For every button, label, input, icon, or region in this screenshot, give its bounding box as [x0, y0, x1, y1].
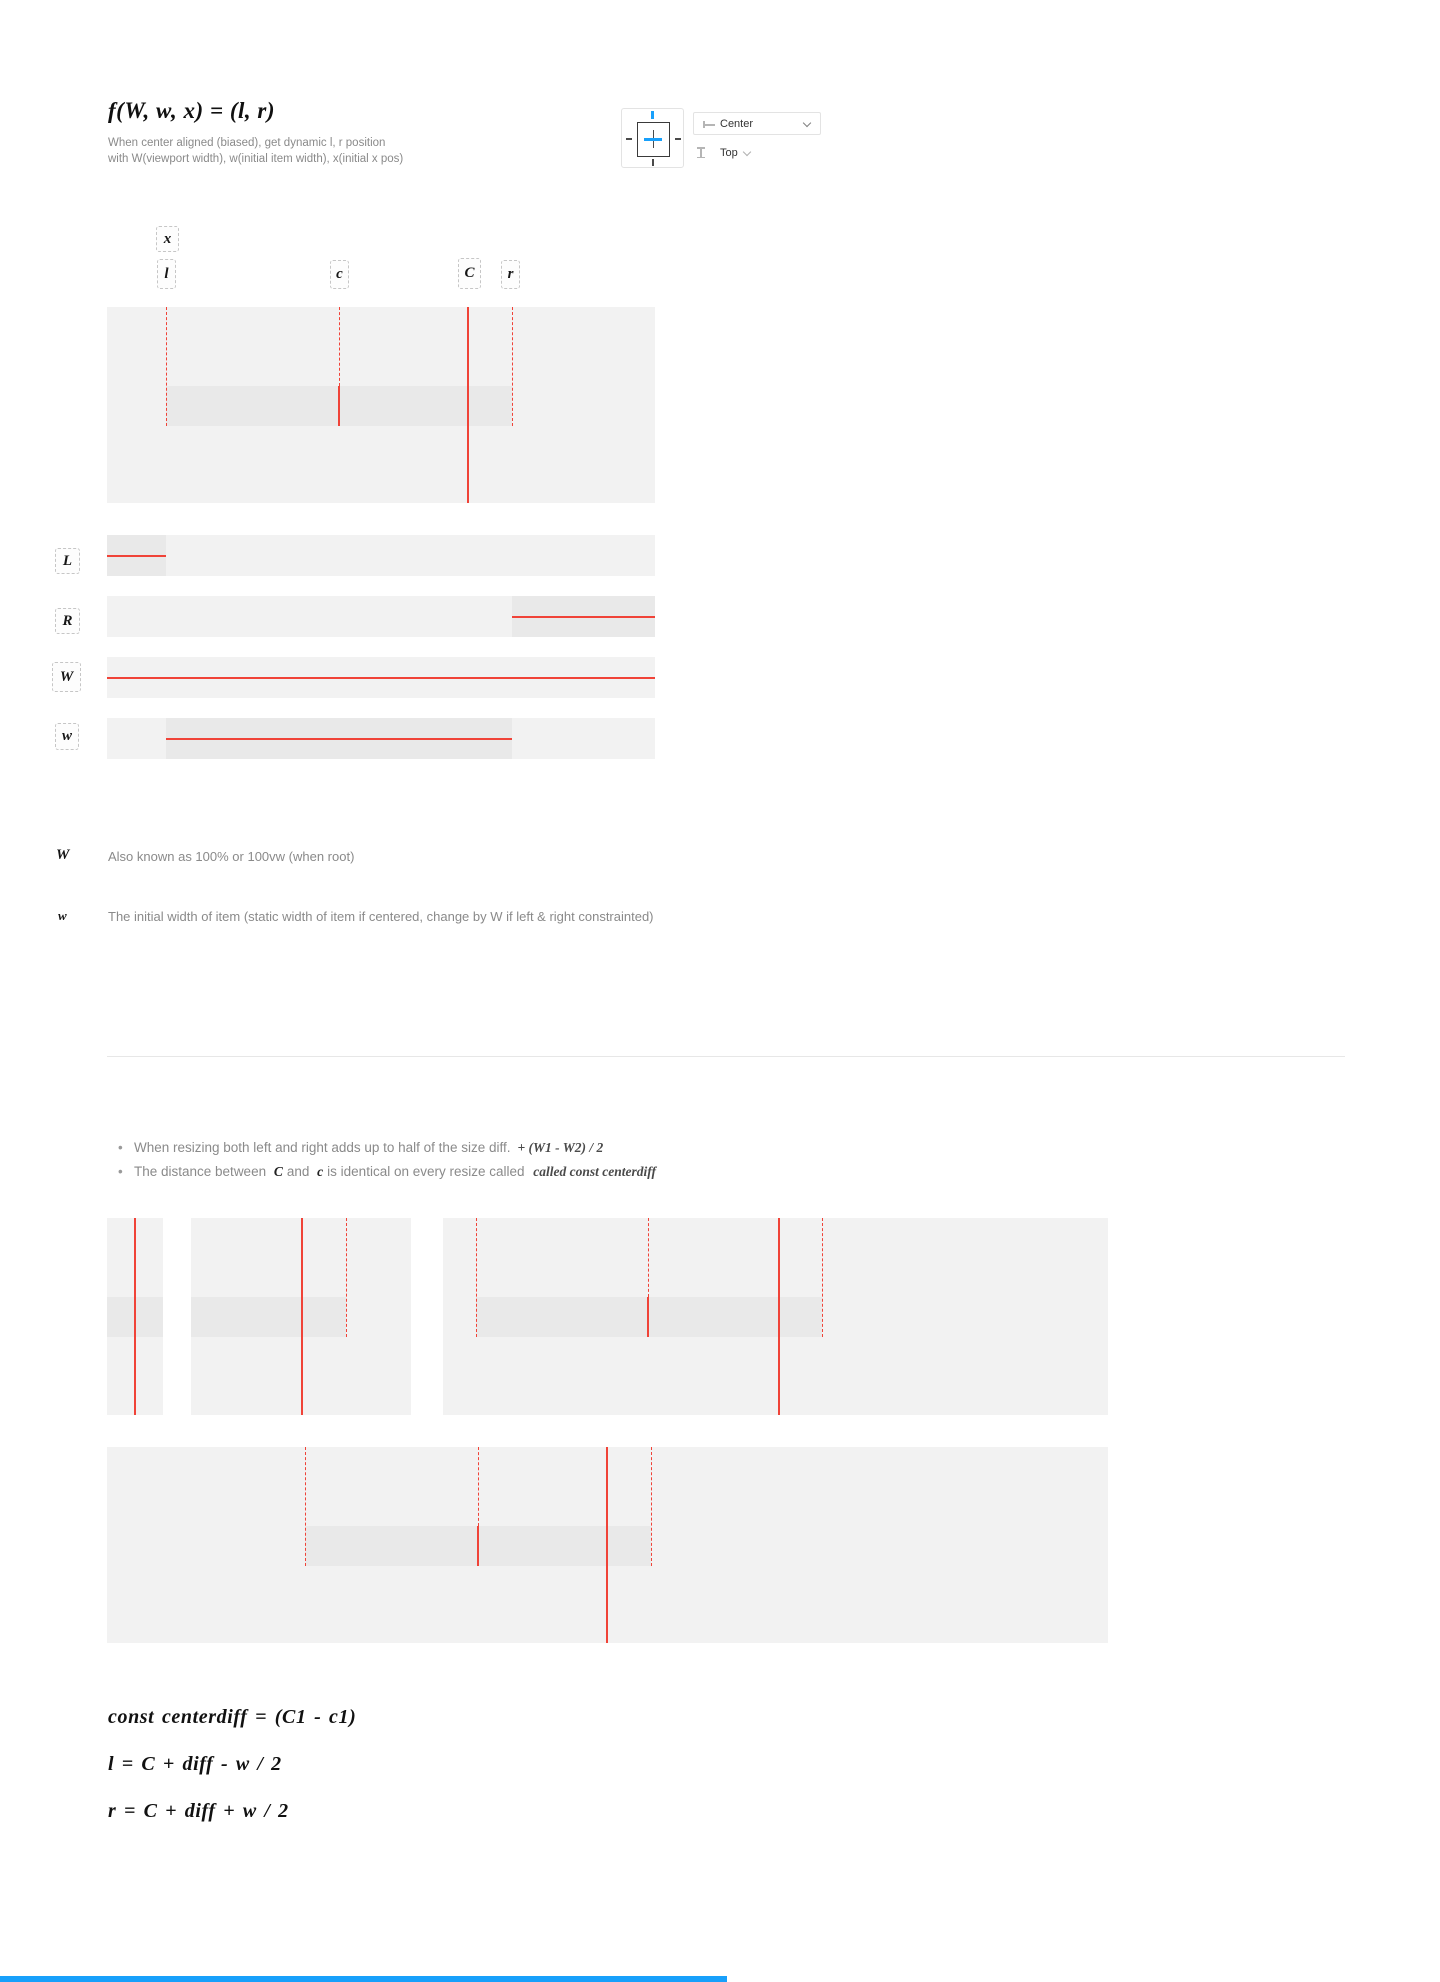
- bottom-constraint-tick: [652, 159, 654, 166]
- c-center-line: [338, 386, 340, 426]
- L-measure-line: [107, 555, 166, 557]
- label-x: x: [156, 226, 179, 252]
- C-center-line: [467, 307, 469, 503]
- label-R: R: [55, 608, 80, 634]
- right-constraint-tick: [675, 138, 681, 140]
- horizontal-constraint-value: Center: [720, 117, 754, 130]
- c-guide-line: [648, 1218, 649, 1297]
- glossary-term-w: w: [58, 908, 67, 923]
- formula-r: r = C + diff + w / 2: [108, 1800, 289, 1822]
- horizontal-constraint-select[interactable]: [693, 112, 821, 135]
- formula-centerdiff: const centerdiff = (C1 - c1): [108, 1706, 357, 1728]
- c-guide-line: [339, 307, 340, 386]
- glossary-def-W: Also known as 100% or 100vw (when root): [108, 849, 355, 864]
- c-guide-line: [478, 1447, 479, 1526]
- vertical-constraint-value: Top: [720, 147, 738, 159]
- bullet-centerdiff-note: • The distance between C and c is identical on every resize called called const centerdiff: [118, 1164, 657, 1179]
- c-center-line: [477, 1526, 479, 1566]
- R-measure-line: [512, 616, 655, 618]
- l-guide-line: [166, 307, 167, 426]
- vertical-constraint-select[interactable]: [695, 145, 805, 161]
- section-divider: [107, 1056, 1345, 1057]
- label-l: l: [157, 259, 176, 289]
- label-c: c: [330, 260, 349, 289]
- glossary-term-W: W: [56, 847, 70, 863]
- glossary-def-w: The initial width of item (static width of item if centered, change by W if left & right constrainted): [108, 909, 654, 924]
- horizontal-scrollbar[interactable]: [0, 1976, 727, 1982]
- bullet-resize-note: • When resizing both left and right adds up to half of the size diff. + (W1 - W2) / 2: [118, 1140, 604, 1155]
- C-center-line: [778, 1218, 780, 1415]
- bullet-icon: •: [118, 1164, 123, 1179]
- chevron-down-icon: [743, 148, 751, 156]
- r-guide-line: [651, 1447, 652, 1566]
- subtitle-line-2: with W(viewport width), w(initial item width), x(initial x pos): [108, 153, 404, 165]
- resize-formula: + (W1 - W2) / 2: [517, 1140, 604, 1155]
- r-guide-line: [346, 1218, 347, 1337]
- label-r: r: [501, 260, 520, 289]
- constraints-frame: [637, 122, 670, 157]
- W-measure-line: [107, 677, 655, 679]
- r-guide-line: [512, 307, 513, 426]
- top-constraint-tick: [651, 111, 654, 119]
- subtitle-line-1: When center aligned (biased), get dynamic l, r position: [108, 137, 386, 149]
- formula-l: l = C + diff - w / 2: [108, 1753, 282, 1775]
- left-constraint-tick: [626, 138, 632, 140]
- r-guide-line: [822, 1218, 823, 1337]
- page-title: f(W, w, x) = (l, r): [108, 98, 275, 123]
- L-track: [107, 535, 655, 576]
- C-center-line: [606, 1447, 608, 1643]
- center-constraint-bar: [644, 138, 662, 141]
- w-measure-line: [166, 738, 512, 740]
- item-band: [191, 1297, 346, 1337]
- label-w: w: [55, 723, 79, 750]
- horizontal-align-icon: [703, 121, 715, 128]
- constraints-panel[interactable]: [621, 108, 684, 168]
- C-center-line: [301, 1218, 303, 1415]
- C-center-line: [134, 1218, 136, 1415]
- label-L: L: [55, 548, 80, 574]
- l-guide-line: [305, 1447, 306, 1566]
- c-center-line: [647, 1297, 649, 1337]
- vertical-align-icon: [697, 147, 705, 158]
- l-guide-line: [476, 1218, 477, 1337]
- centerdiff-emphasis: called const centerdiff: [533, 1164, 657, 1179]
- bullet-icon: •: [118, 1140, 123, 1155]
- item-band: [476, 1297, 822, 1337]
- label-C: C: [458, 258, 481, 289]
- label-W: W: [52, 662, 81, 692]
- chevron-down-icon: [803, 119, 811, 127]
